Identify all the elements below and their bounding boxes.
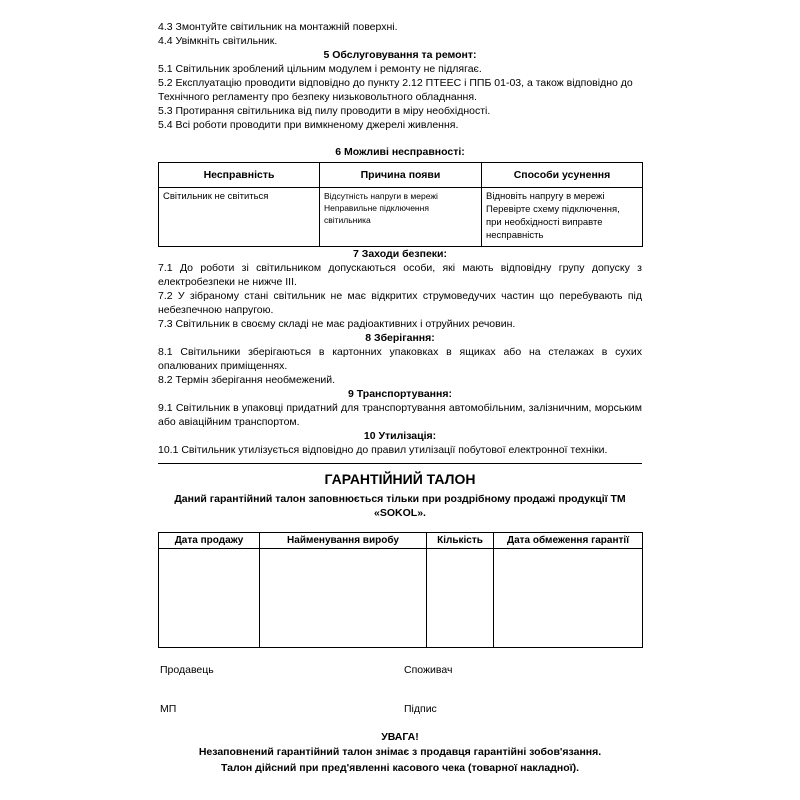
- safety-paragraph: 7.1 До роботи зі світильником допускаються особи, які мають відповідну групу допуску з електробезпеки не нижче III.: [158, 262, 642, 288]
- maintenance-line: 5.2 Експлуатацію проводити відповідно до пункту 2.12 ПТЕЕС і ППБ 01-03, а також відповідно до: [158, 77, 633, 89]
- faults-table: [158, 162, 643, 247]
- maintenance-line: 5.4 Всі роботи проводити при вимкненому джерелі живлення.: [158, 119, 459, 131]
- remedy-line: несправність: [486, 230, 544, 241]
- install-step: 4.3 Змонтуйте світильник на монтажній поверхні.: [158, 21, 398, 33]
- table-row: [159, 188, 643, 247]
- warranty-table: [158, 532, 643, 648]
- faults-heading: 6 Можливі несправності:: [335, 146, 465, 158]
- safety-heading: 7 Заходи безпеки:: [353, 248, 447, 260]
- signature-label: Підпис: [404, 703, 437, 715]
- sale-date-cell[interactable]: [159, 549, 260, 648]
- faults-column-header: Причина появи: [320, 163, 482, 188]
- transport-heading: 9 Транспортування:: [348, 388, 452, 400]
- consumer-label: Споживач: [404, 664, 453, 676]
- warranty-title: ГАРАНТІЙНИЙ ТАЛОН: [324, 471, 476, 487]
- notice-line: Незаповнений гарантійний талон знімає з продавця гарантійні зобов'язання.: [198, 746, 602, 758]
- safety-paragraph: 7.2 У зібраному стані світильник не має відкритих струмоведучих частин що перебувають під небезпечною напругою.: [158, 290, 642, 316]
- installation-steps: [158, 20, 642, 48]
- disposal-paragraph: 10.1 Світильник утилізується відповідно до правил утилізації побутової електронної техніки.: [158, 444, 608, 456]
- faults-header-row: [159, 163, 643, 188]
- product-name-cell[interactable]: [260, 549, 427, 648]
- faults-column-header: Несправність: [159, 163, 320, 188]
- warranty-column-header: Дата обмеження гарантії: [494, 533, 643, 549]
- safety-paragraph: 7.3 Світильник в своєму складі не має радіоактивних і отруйних речовин.: [158, 318, 516, 330]
- maintenance-section: [158, 48, 642, 132]
- storage-heading: 8 Зберігання:: [365, 332, 435, 344]
- disposal-heading: 10 Утилізація:: [363, 430, 437, 442]
- fault-cell: Світильник не світиться: [159, 188, 320, 247]
- table-row: [159, 549, 643, 648]
- cause-line: Неправильне підключення: [324, 203, 429, 213]
- storage-section: [158, 331, 642, 387]
- seller-label: Продавець: [160, 664, 214, 676]
- warranty-column-header: Дата продажу: [159, 533, 260, 549]
- notice-title: УВАГА!: [381, 731, 419, 743]
- cause-cell: [320, 188, 482, 247]
- divider: [158, 463, 642, 464]
- storage-paragraph: 8.1 Світильники зберігаються в картонних упаковках в ящиках або на стелажах в сухих опалюваних приміщеннях.: [158, 346, 642, 372]
- transport-section: [158, 387, 642, 429]
- warranty-column-header: Найменування виробу: [260, 533, 427, 549]
- safety-section: [158, 247, 642, 331]
- warranty-section: [158, 470, 642, 648]
- notice-line: Талон дійсний при пред'явленні касового чека (товарної накладної).: [220, 762, 580, 774]
- cause-line: світильника: [324, 215, 371, 225]
- remedy-line: Відновіть напругу в мережі: [486, 191, 605, 202]
- maintenance-heading: 5 Обслуговування та ремонт:: [323, 49, 477, 61]
- warranty-subtitle: Даний гарантійний талон заповнюється тільки при роздрібному продажі продукції ТМ «SOKOL».: [174, 493, 626, 519]
- quantity-cell[interactable]: [427, 549, 494, 648]
- disposal-section: [158, 429, 642, 457]
- warranty-column-header: Кількість: [427, 533, 494, 549]
- transport-paragraph: 9.1 Світильник в упаковці придатний для транспортування автомобільним, залізничним, морським або авіаційним транспортом.: [158, 402, 642, 428]
- cause-line: Відсутність напруги в мережі: [324, 191, 438, 201]
- maintenance-line: 5.1 Світильник зроблений цільним модулем і ремонту не підлягає.: [158, 63, 482, 75]
- install-step: 4.4 Увімкніть світильник.: [158, 35, 278, 47]
- warranty-header-row: [159, 533, 643, 549]
- remedy-line: при необхідності виправте: [486, 217, 603, 228]
- instructions-body: [158, 20, 642, 648]
- storage-paragraph: 8.2 Термін зберігання необмежений.: [158, 374, 336, 386]
- warranty-expiry-cell[interactable]: [494, 549, 643, 648]
- faults-section: [158, 145, 642, 247]
- maintenance-line: Технічного регламенту про безпеку низьковольтного обладнання.: [158, 91, 477, 103]
- remedy-cell: [482, 188, 643, 247]
- maintenance-line: 5.3 Протирання світильника від пилу проводити в міру необхідності.: [158, 105, 491, 117]
- remedy-line: Перевірте схему підключення,: [486, 204, 620, 215]
- faults-column-header: Способи усунення: [482, 163, 643, 188]
- stamp-label: МП: [160, 703, 177, 715]
